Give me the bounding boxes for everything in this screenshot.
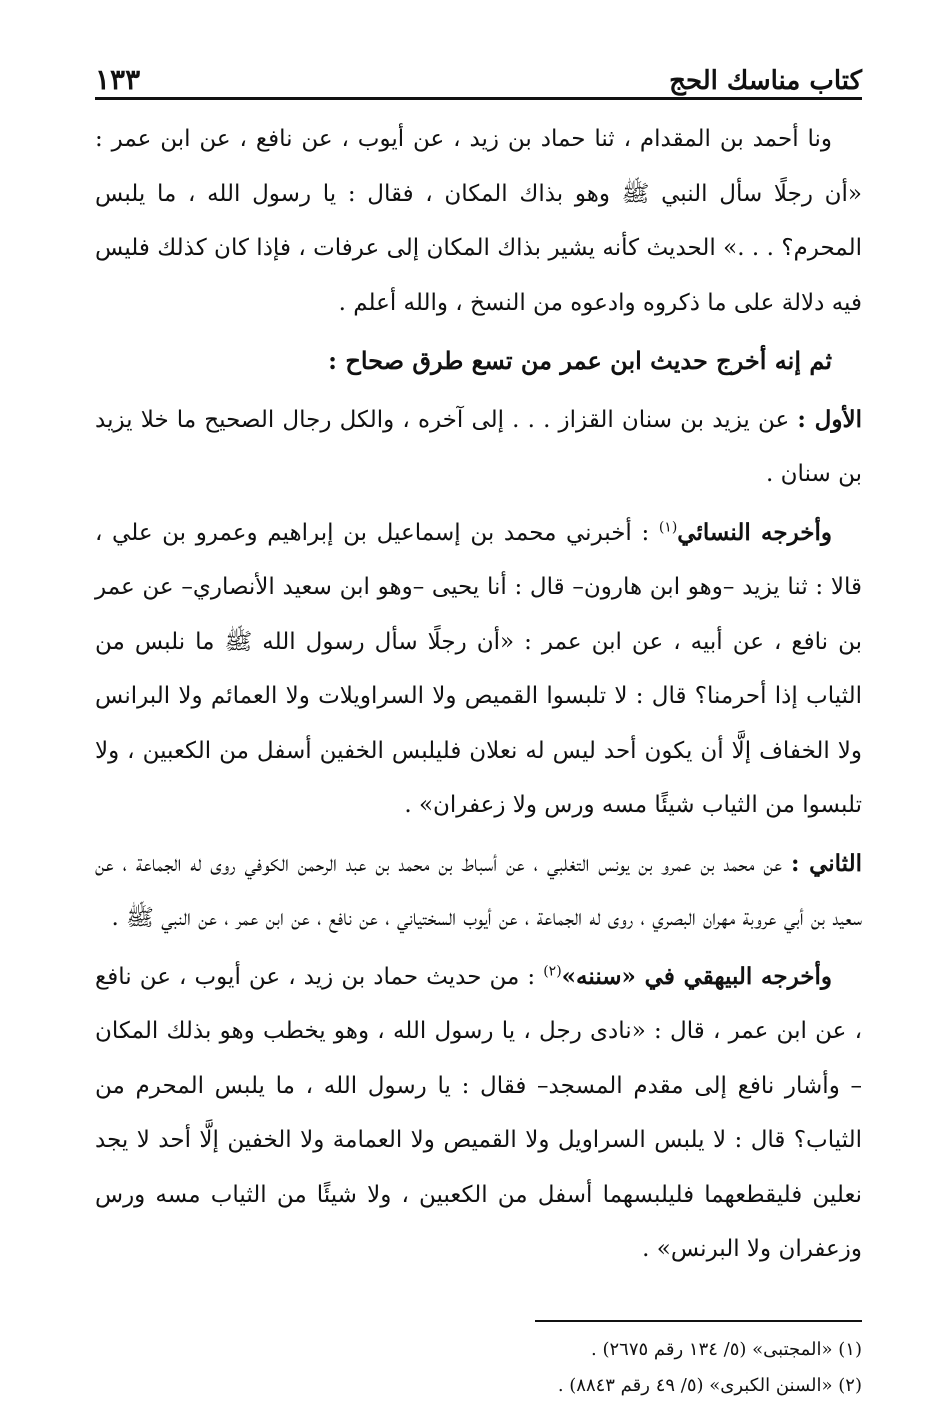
section-heading: ثم إنه أخرج حديث ابن عمر من تسع طرق صحاح : — [328, 346, 832, 375]
running-title: كتاب مناسك الحج — [669, 66, 862, 96]
footnotes — [95, 1332, 862, 1404]
paragraph — [95, 837, 862, 946]
footnote-ref[interactable]: (٢) — [543, 962, 562, 979]
paragraph: ونا أحمد بن المقدام ، ثنا حماد بن زيد ، عن أيوب ، عن نافع ، عن ابن عمر : «أن رجلًا سأل النبي ﷺ وهو بذاك المكان ، فقال : يا رسول الله ، ما يلبس المحرم؟ . . .» الحديث كأنه يشير بذاك المكان إلى عرفات ، فإذا كان كذلك فليس فيه دلالة على ما ذكروه وادعوه من النسخ ، والله أعلم . — [95, 126, 862, 316]
page-number: ١٣٣ — [95, 63, 141, 96]
paragraph — [95, 393, 862, 502]
paragraph-lead: وأخرجه النسائي — [677, 518, 832, 546]
footnote-ref[interactable]: (١) — [658, 518, 678, 535]
paragraph — [95, 950, 862, 1277]
paragraph-lead: الثاني : — [791, 849, 862, 877]
footnote-rule — [535, 1320, 862, 1322]
paragraph-text: عن يزيد بن سنان القزاز . . . إلى آخره ، والكل رجال الصحيح ما خلا يزيد بن سنان . — [95, 406, 862, 487]
page-header — [95, 38, 862, 96]
paragraph — [95, 506, 862, 833]
footnote: (١) «المجتبى» (٥/ ١٣٤ رقم ٢٦٧٥) . — [591, 1339, 862, 1360]
header-rule — [95, 97, 862, 100]
paragraph-text: : من حديث حماد بن زيد ، عن أيوب ، عن نافع ، عن ابن عمر ، قال : «نادى رجل ، يا رسول الله ، وهو يخطب وهو بذلك المكان – وأشار نافع إلى مقدم المسجد– فقال : يا رسول الله ، ما يلبس المحرم من الثياب؟ قال : لا يلبس السراويل ولا القميص ولا العمامة ولا الخفين إلَّا أحد لا يجد نعلين فليقطعهما فليلبسهما أسفل من الكعبين ، ولا شيئًا من الثياب مسه ورس وزعفران ولا البرنس» . — [95, 963, 862, 1262]
footnote: (٢) «السنن الكبرى» (٥/ ٤٩ رقم ٨٨٤٣) . — [557, 1375, 862, 1396]
body-text — [95, 112, 862, 1281]
paragraph-text: عن محمد بن عمرو بن يونس التغلبي ، عن أسباط بن محمد بن عبد الرحمن الكوفي روى له الجماعة ، عن سعيد بن أبي عروبة مهران البصري ، روى له الجماعة ، عن أيوب السختياني ، عن نافع ، عن ابن عمر ، عن النبي ﷺ . — [95, 850, 862, 931]
paragraph-lead: الأول : — [797, 405, 862, 433]
paragraph-text: : أخبرني محمد بن إسماعيل بن إبراهيم وعمرو بن علي ، قالا : ثنا يزيد –وهو ابن هارون– قال : أنا يحيى –وهو ابن سعيد الأنصاري– عن عمر بن نافع ، عن أبيه ، عن ابن عمر : «أن رجلًا سأل رسول الله ﷺ ما نلبس من الثياب إذا أحرمنا؟ قال : لا تلبسوا القميص ولا السراويلات ولا العمائم ولا البرانس ولا الخفاف إلَّا أن يكون أحد ليس له نعلان فليلبس الخفين أسفل من الكعبين ، ولا تلبسوا من الثياب شيئًا مسه ورس ولا زعفران» . — [95, 519, 862, 818]
paragraph-lead: وأخرجه البيهقي في «سننه» — [561, 962, 833, 990]
